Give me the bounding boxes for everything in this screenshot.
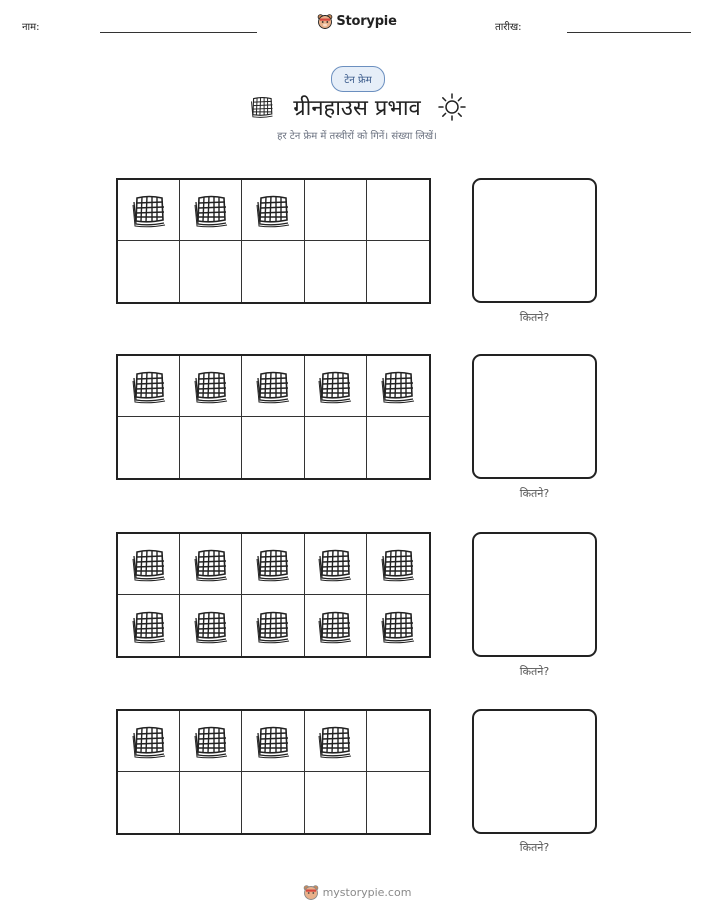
date-field-line[interactable] — [567, 32, 691, 33]
frame-cell — [118, 711, 180, 772]
ten-frame-3 — [116, 532, 431, 658]
greenhouse-grid-icon — [191, 606, 231, 646]
brand-name: Storypie — [336, 14, 397, 29]
frame-cell — [305, 180, 367, 241]
greenhouse-grid-icon — [253, 366, 293, 406]
frame-cell — [180, 711, 242, 772]
greenhouse-grid-icon — [378, 544, 418, 584]
frame-cell — [242, 711, 304, 772]
greenhouse-grid-icon — [253, 544, 293, 584]
greenhouse-grid-icon — [129, 190, 169, 230]
answer-label-2: कितने? — [519, 487, 550, 500]
frame-cell — [242, 356, 304, 417]
frame-cell — [242, 772, 304, 833]
greenhouse-grid-icon — [129, 721, 169, 761]
greenhouse-grid-icon — [191, 190, 231, 230]
frame-cell — [180, 180, 242, 241]
frame-cell — [367, 356, 429, 417]
frame-cell — [180, 417, 242, 478]
greenhouse-grid-icon — [315, 544, 355, 584]
frame-cell — [242, 241, 304, 302]
greenhouse-grid-icon — [253, 721, 293, 761]
greenhouse-grid-icon — [129, 606, 169, 646]
greenhouse-grid-icon — [247, 93, 277, 121]
name-field-line[interactable] — [100, 32, 257, 33]
answer-box-3[interactable] — [472, 532, 597, 657]
ten-frame-2 — [116, 354, 431, 480]
frame-cell — [180, 772, 242, 833]
topic-badge: टेन फ्रेम — [331, 66, 385, 92]
frame-cell — [305, 241, 367, 302]
frame-cell — [367, 595, 429, 656]
frame-cell — [180, 534, 242, 595]
frame-cell — [305, 772, 367, 833]
ten-frame-1 — [116, 178, 431, 304]
greenhouse-grid-icon — [315, 606, 355, 646]
greenhouse-grid-icon — [129, 544, 169, 584]
frame-cell — [242, 417, 304, 478]
frame-cell — [242, 180, 304, 241]
frame-cell — [118, 241, 180, 302]
frame-cell — [118, 180, 180, 241]
greenhouse-grid-icon — [129, 366, 169, 406]
frame-cell — [305, 417, 367, 478]
greenhouse-grid-icon — [191, 366, 231, 406]
greenhouse-grid-icon — [253, 606, 293, 646]
frame-cell — [367, 417, 429, 478]
instructions: हर टेन फ्रेम में तस्वीरों को गिनें। संख्या लिखें। — [277, 131, 437, 142]
greenhouse-grid-icon — [191, 721, 231, 761]
frame-cell — [367, 772, 429, 833]
answer-label-4: कितने? — [519, 841, 550, 854]
frame-cell — [180, 595, 242, 656]
sun-icon — [437, 92, 467, 122]
frame-cell — [305, 711, 367, 772]
frame-cell — [118, 595, 180, 656]
answer-label-1: कितने? — [519, 311, 550, 324]
frame-cell — [367, 534, 429, 595]
title-row — [0, 90, 714, 124]
frame-cell — [367, 711, 429, 772]
frame-cell — [305, 356, 367, 417]
frame-cell — [242, 595, 304, 656]
greenhouse-grid-icon — [315, 366, 355, 406]
frame-cell — [242, 534, 304, 595]
answer-box-1[interactable] — [472, 178, 597, 303]
page-title: ग्रीनहाउस प्रभाव — [293, 96, 421, 121]
footer — [0, 884, 714, 901]
frame-cell — [305, 595, 367, 656]
frame-cell — [118, 356, 180, 417]
answer-box-4[interactable] — [472, 709, 597, 834]
name-label: नाम: — [22, 22, 40, 33]
frame-cell — [180, 241, 242, 302]
frame-cell — [118, 417, 180, 478]
answer-box-2[interactable] — [472, 354, 597, 479]
greenhouse-grid-icon — [315, 721, 355, 761]
greenhouse-grid-icon — [378, 606, 418, 646]
frame-cell — [367, 180, 429, 241]
frame-cell — [118, 772, 180, 833]
brand-logo — [0, 13, 714, 30]
footer-url[interactable]: mystorypie.com — [322, 886, 412, 899]
frame-cell — [118, 534, 180, 595]
date-label: तारीख: — [495, 22, 522, 33]
bear-mascot-icon — [303, 884, 319, 901]
answer-label-3: कितने? — [519, 665, 550, 678]
greenhouse-grid-icon — [253, 190, 293, 230]
frame-cell — [367, 241, 429, 302]
greenhouse-grid-icon — [378, 366, 418, 406]
frame-cell — [180, 356, 242, 417]
ten-frame-4 — [116, 709, 431, 835]
greenhouse-grid-icon — [191, 544, 231, 584]
bear-mascot-icon — [317, 13, 333, 30]
frame-cell — [305, 534, 367, 595]
